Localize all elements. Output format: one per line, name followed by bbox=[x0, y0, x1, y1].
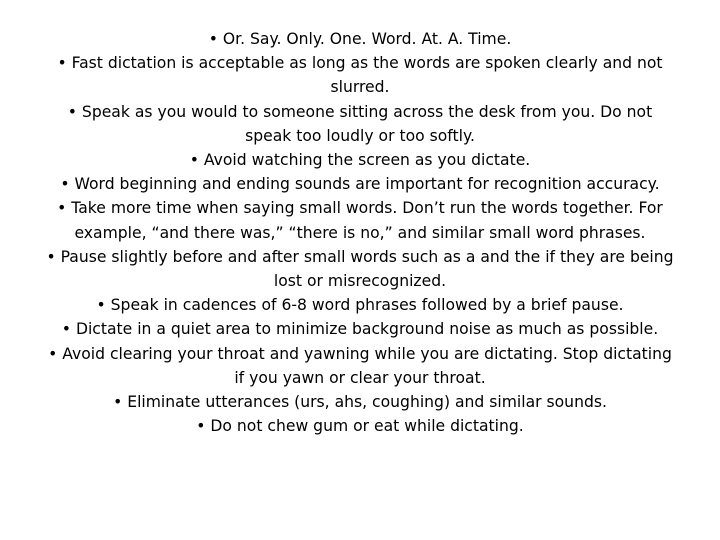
tip-speak-across-desk: • Speak as you would to someone sitting across the desk from you. Do not speak too loudly or too softly. bbox=[67, 102, 653, 145]
tip-one-word-at-a-time: • Or. Say. Only. One. Word. At. A. Time. bbox=[208, 30, 512, 48]
dictation-tips-list bbox=[44, 27, 676, 438]
tip-pause-small-words: • Pause slightly before and after small words such as a and the if they are being lost or misrecognized. bbox=[46, 247, 674, 291]
tip-quiet-area: • Dictate in a quiet area to minimize background noise as much as possible. bbox=[61, 320, 659, 339]
tip-avoid-clearing-throat: • Avoid clearing your throat and yawning while you are dictating. Stop dictating if you yawn or clear your throat. bbox=[48, 344, 672, 387]
tip-fast-dictation: • Fast dictation is acceptable as long as the words are spoken clearly and not slurred. bbox=[57, 54, 663, 97]
tip-eliminate-utterances: • Eliminate utterances (urs, ahs, coughing) and similar sounds. bbox=[113, 393, 607, 412]
tip-word-sounds: • Word beginning and ending sounds are important for recognition accuracy. bbox=[60, 175, 660, 194]
tip-no-gum: • Do not chew gum or eat while dictating. bbox=[196, 417, 524, 436]
tip-small-words: • Take more time when saying small words. Don’t run the words together. For example, “and there was,” “there is no,” and similar small word phrases. bbox=[57, 199, 663, 242]
tip-cadences: • Speak in cadences of 6-8 word phrases followed by a brief pause. bbox=[96, 296, 624, 315]
tip-avoid-watching-screen: • Avoid watching the screen as you dictate. bbox=[189, 151, 531, 170]
